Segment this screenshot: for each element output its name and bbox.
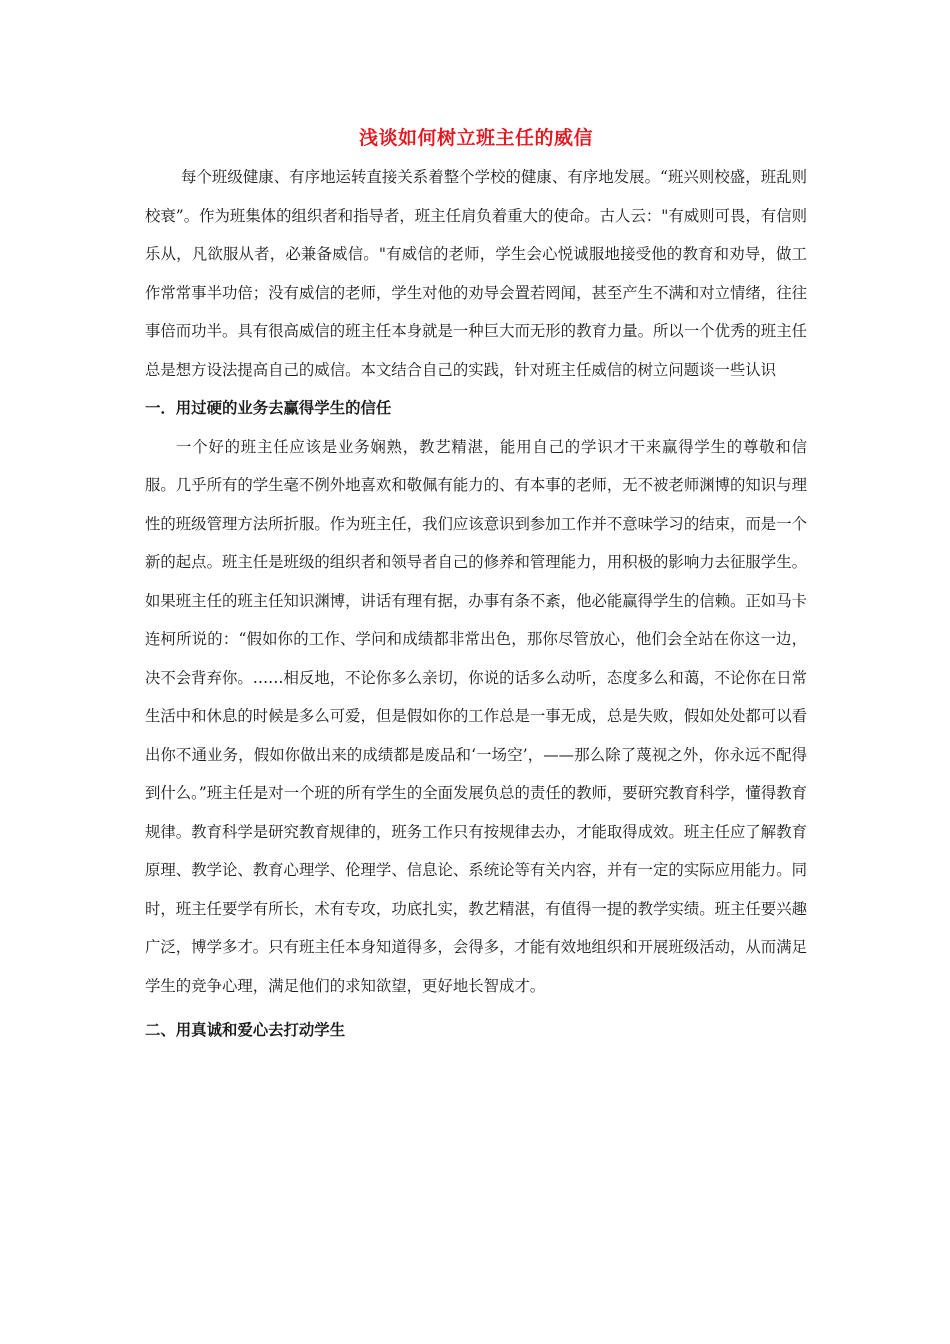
- section-2-heading: 二、用真诚和爱心去打动学生: [145, 1021, 346, 1039]
- intro-paragraph: 每个班级健康、有序地运转直接关系着整个学校的健康、有序地发展。“班兴则校盛，班乱则校衰”。作为班集体的组织者和指导者，班主任肩负着重大的使命。古人云："有威则可畏，有信则乐从，凡欲服从者，必兼备威信。"有威信的老师，学生会心悦诚服地接受他的教育和劝导，做工作常常事半功倍；没有威信的老师，学生对他的劝导会置若罔闻，甚至产生不满和对立情绪，往往事倍而功半。具有很高威信的班主任本身就是一种巨大而无形的教育力量。所以一个优秀的班主任总是想方设法提高自己的威信。本文结合自己的实践，针对班主任威信的树立问题谈一些认识: [145, 168, 807, 379]
- section-1-heading: 一．用过硬的业务去赢得学生的信任: [145, 399, 392, 417]
- document-title: 浅谈如何树立班主任的威信: [358, 127, 593, 149]
- section-1-paragraph: 一个好的班主任应该是业务娴熟，教艺精湛，能用自己的学识才干来赢得学生的尊敬和信服。几乎所有的学生毫不例外地喜欢和敬佩有能力的、有本事的老师，无不被老师渊博的知识与理性的班级管理方法所折服。作为班主任，我们应该意识到参加工作并不意味学习的结束，而是一个新的起点。班主任是班级的组织者和领导者自己的修养和管理能力，用积极的影响力去征服学生。如果班主任的班主任知识渊博，讲话有理有据，办事有条不紊，他必能赢得学生的信赖。正如马卡连柯所说的：“假如你的工作、学问和成绩都非常出色，那你尽管放心，他们会全站在你这一边，决不会背弃你。……相反地，不论你多么亲切，你说的话多么动听，态度多么和蔼，不论你在日常生活中和休息的时候是多么可爱，但是假如你的工作总是一事无成，总是失败，假如处处都可以看出你不通业务，假如你做出来的成绩都是废品和‘一场空’，——那么除了蔑视之外，你永远不配得到什么。”班主任是对一个班的所有学生的全面发展负总的责任的教师，要研究教育科学，懂得教育规律。教育科学是研究教育规律的，班务工作只有按规律去办，才能取得成效。班主任应了解教育原理、教学论、教育心理学、伦理学、信息论、系统论等有关内容，并有一定的实际应用能力。同时，班主任要学有所长，术有专攻，功底扎实，教艺精湛，有值得一提的教学实绩。班主任要兴趣广泛，博学多才。只有班主任本身知道得多，会得多，才能有效地组织和开展班级活动，从而满足学生的竞争心理，满足他们的求知欲望，更好地长智成才。: [145, 437, 807, 995]
- document-page: [145, 118, 807, 1050]
